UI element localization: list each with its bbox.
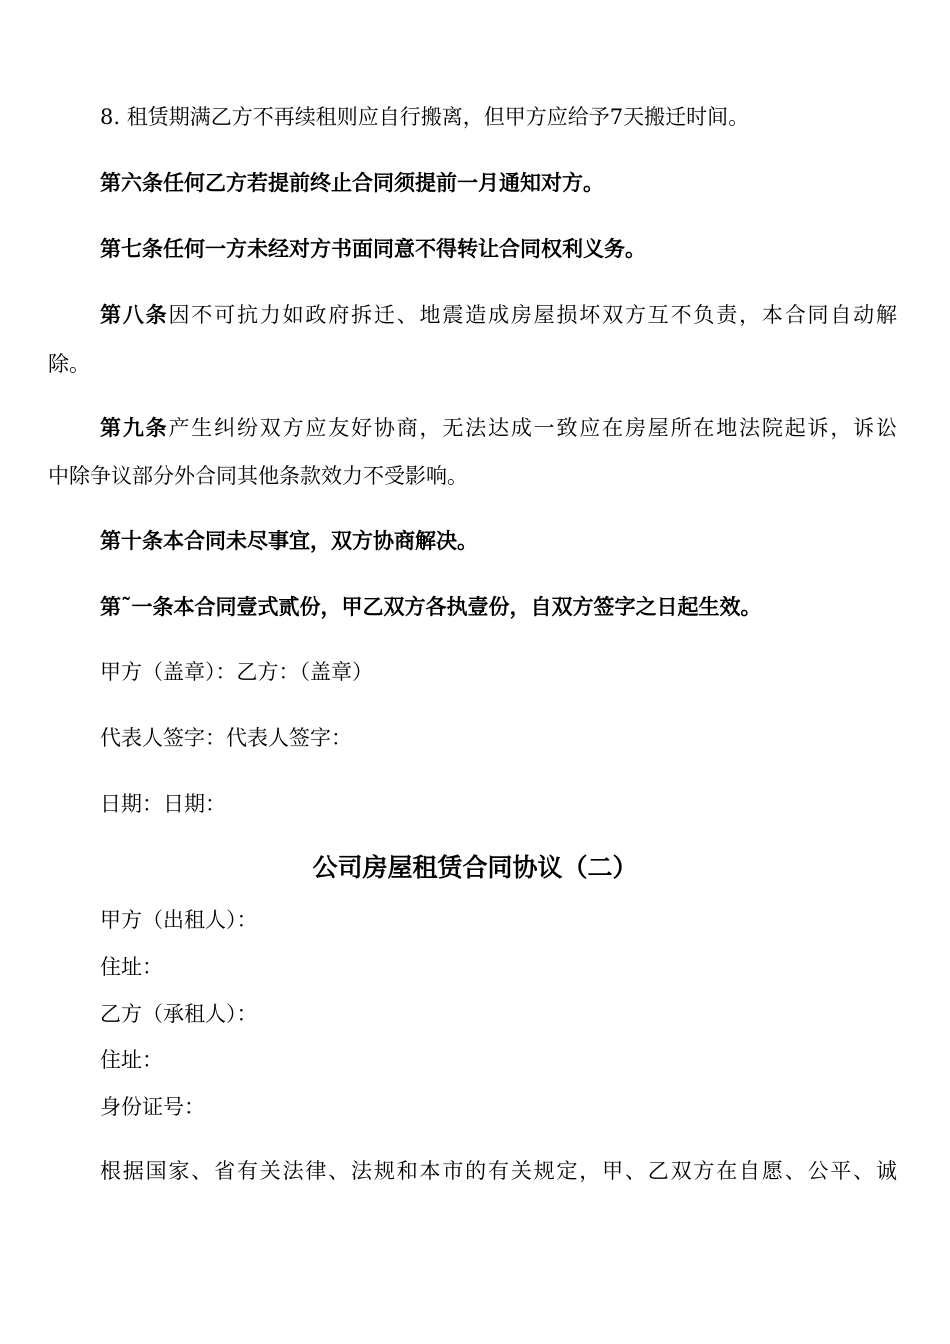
article-9-text: 产生纠纷双方应友好协商，无法达成一致应在房屋所在地法院起诉，诉讼 bbox=[168, 416, 898, 440]
lessee-address-field: 住址： bbox=[100, 1048, 163, 1072]
article-10: 第十条本合同未尽事宜，双方协商解决。 bbox=[100, 528, 478, 553]
article-8-heading: 第八条 bbox=[100, 302, 169, 327]
lessor-address-field: 住址： bbox=[100, 955, 163, 979]
party-seal-line: 甲方（盖章）：乙方：（盖章） bbox=[100, 660, 373, 684]
lessor-field: 甲方（出租人）： bbox=[100, 908, 258, 932]
preamble-paragraph: 根据国家、省有关法律、法规和本市的有关规定，甲、乙双方在自愿、公平、诚 bbox=[100, 1159, 897, 1183]
date-line: 日期：日期： bbox=[100, 792, 226, 816]
lessee-field: 乙方（承租人）： bbox=[100, 1002, 258, 1026]
second-contract-title: 公司房屋租赁合同协议（二） bbox=[312, 853, 638, 882]
article-8-line-2: 除。 bbox=[48, 352, 90, 376]
article-7: 第七条任何一方未经对方书面同意不得转让合同权利义务。 bbox=[100, 236, 646, 261]
representative-signature-line: 代表人签字：代表人签字： bbox=[100, 726, 352, 750]
article-8-text: 因不可抗力如政府拆迁、地震造成房屋损坏双方互不负责，本合同自动解 bbox=[168, 303, 898, 327]
clause-item-8: 8. 租赁期满乙方不再续租则应自行搬离，但甲方应给予7天搬迁时间。 bbox=[100, 105, 750, 129]
article-11: 第˜一条本合同壹式贰份，甲乙双方各执壹份，自双方签字之日起生效。 bbox=[100, 594, 762, 619]
article-6: 第六条任何乙方若提前终止合同须提前一月通知对方。 bbox=[100, 170, 604, 195]
id-number-field: 身份证号： bbox=[100, 1095, 205, 1119]
article-9-heading: 第九条 bbox=[100, 415, 169, 440]
article-9-line-2: 中除争议部分外合同其他条款效力不受影响。 bbox=[48, 464, 468, 488]
article-9-line-1 bbox=[100, 413, 897, 443]
article-8-line-1 bbox=[100, 300, 897, 330]
